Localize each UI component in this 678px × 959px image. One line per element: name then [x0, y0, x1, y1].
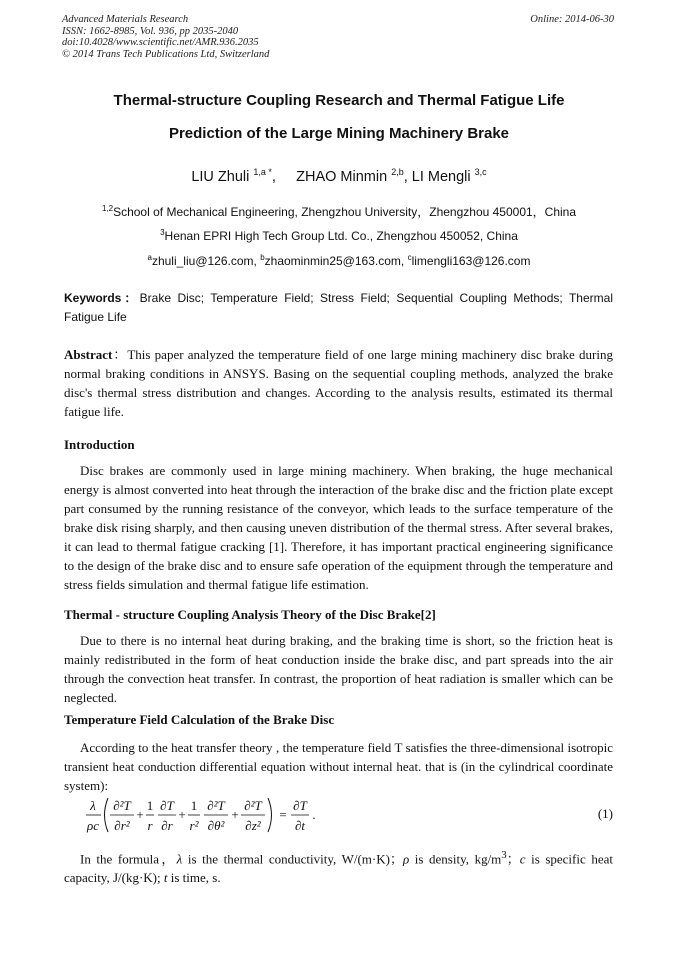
eq-rho-c: ρc	[86, 818, 100, 833]
email-b[interactable]: zhaominmin25@163.com,	[264, 254, 408, 268]
equation-number: (1)	[597, 806, 613, 821]
formula-note-text: In the formula，	[80, 851, 177, 867]
formula-note-text: is density, kg/m	[409, 851, 502, 867]
eq-dtime: ∂t	[294, 818, 306, 833]
coupling-heading: Thermal - structure Coupling Analysis Theory of the Disc Brake[2]	[64, 607, 436, 622]
doi-line[interactable]: doi:10.4028/www.scientific.net/AMR.936.2035	[62, 37, 259, 48]
author-1-sup: 1,a *	[253, 167, 272, 177]
affiliation-1	[40, 203, 638, 220]
formula-note-paragraph	[64, 846, 613, 887]
author-3-sup: 3,c	[474, 167, 487, 177]
author-3: LI Mengli	[411, 168, 471, 185]
author-2-sup: 2,b	[391, 167, 404, 177]
eq-period: .	[312, 807, 316, 822]
coupling-text: Due to there is no internal heat during braking, and the braking time is short, so the friction heat is mainly redistributed in the form of heat conduction inside the brake disc, and part spreads into the air through the convection heat transfer. In contrast, the proportion of heat radiation is smaller which can be neglected.	[64, 633, 613, 705]
eq-one-1: 1	[146, 798, 154, 813]
eq-one-2: 1	[190, 798, 198, 813]
online-date: Online: 2014-06-30	[530, 14, 614, 25]
keywords-label: Keywords：	[64, 291, 140, 305]
var-rho: ρ	[402, 851, 410, 867]
eq-plus-2: +	[178, 807, 186, 822]
issn-line: ISSN: 1662-8985, Vol. 936, pp 2035-2040	[62, 25, 239, 37]
eq-right-paren	[268, 798, 272, 832]
temperature-paragraph	[64, 738, 613, 795]
affiliation-1-sup: 1,2	[101, 204, 114, 213]
formula-note-text: ；	[506, 851, 520, 867]
eq-d2t-2: ∂²T	[207, 798, 225, 813]
var-t: t	[163, 870, 168, 886]
formula-note-text: is time, s.	[167, 870, 221, 886]
unit-exponent: 3	[501, 849, 507, 861]
eq-dz2: ∂z²	[245, 818, 261, 833]
formula-note-text: is the thermal conductivity, W/(m·K)；	[182, 851, 403, 867]
var-lambda: λ	[176, 851, 183, 867]
eq-dt-rhs: ∂T	[293, 798, 307, 813]
journal-name: Advanced Materials Research	[62, 14, 189, 25]
var-c: c	[519, 851, 526, 867]
heat-equation-formula	[86, 794, 326, 838]
heat-equation	[86, 794, 613, 838]
email-a-sup: a	[147, 253, 152, 262]
eq-plus-1: +	[136, 807, 144, 822]
eq-dr2: ∂r²	[114, 818, 130, 833]
eq-d2t-3: ∂²T	[244, 798, 262, 813]
coupling-paragraph	[64, 631, 613, 707]
copyright-line: © 2014 Trans Tech Publications Ltd, Switzerland	[62, 48, 270, 60]
affiliation-2-text: Henan EPRI High Tech Group Ltd. Co., Zhengzhou 450052, China	[164, 229, 518, 243]
eq-dtheta2: ∂θ²	[207, 818, 225, 833]
eq-d2t-1: ∂²T	[113, 798, 131, 813]
formula-note	[64, 846, 613, 887]
eq-r2: r²	[189, 818, 199, 833]
affiliation-1-text: School of Mechanical Engineering, Zhengzhou University，Zhengzhou 450001，China	[113, 205, 577, 219]
abstract-label: Abstract	[64, 347, 113, 362]
keywords-text: Brake Disc; Temperature Field; Stress Field; Sequential Coupling Methods; Thermal Fatigue Life	[64, 291, 613, 324]
author-separator: ,	[403, 168, 408, 185]
eq-r: r	[147, 818, 153, 833]
introduction-text: Disc brakes are commonly used in large mining machinery. When braking, the huge mechanical energy is almost converted into heat through the interaction of the brake disc and the friction plate except part consumed by the running resistance of the conveyor, which leads to the surface temperature of the brake disk rising sharply, and then causing uneven distribution of the thermal stress. After several brakes, it can lead to thermal fatigue cracking [1]. Therefore, it has important practical engineering significance to the design of the brake disc and to ensure safe operation of the equipment through the temperature and stress fields simulation and thermal fatigue life estimation.	[64, 463, 613, 592]
eq-left-paren	[105, 798, 109, 832]
introduction-heading: Introduction	[64, 437, 135, 452]
keywords	[64, 289, 613, 327]
temperature-heading: Temperature Field Calculation of the Brake Disc	[64, 712, 335, 727]
abstract	[64, 345, 613, 421]
affiliation-2	[40, 228, 638, 243]
eq-dr: ∂r	[161, 818, 173, 833]
email-c-sup: c	[407, 253, 412, 262]
paper-title-line-1: Thermal-structure Coupling Research and Thermal Fatigue Life	[113, 92, 565, 109]
email-line	[40, 253, 638, 268]
eq-lambda: λ	[90, 798, 96, 813]
author-separator: ,	[271, 168, 276, 185]
affiliation-2-sup: 3	[160, 228, 165, 237]
email-a[interactable]: zhuli_liu@126.com,	[151, 254, 261, 268]
eq-dt: ∂T	[160, 798, 174, 813]
formula-note-text: is specific heat capacity, J/(kg·K);	[64, 851, 613, 886]
author-list	[40, 167, 638, 185]
email-c[interactable]: limengli163@126.com	[411, 254, 531, 268]
abstract-text: ：This paper analyzed the temperature field of one large mining machinery disc brake during normal braking conditions in ANSYS. Basing on the sequential coupling methods, analyzed the brake disc's thermal stress distribution and changes. According to the analysis results, estimated its thermal fatigue life.	[64, 347, 613, 419]
author-2: ZHAO Minmin	[296, 168, 388, 185]
paper-title-line-2: Prediction of the Large Mining Machinery Brake	[168, 125, 510, 142]
eq-plus-3: +	[231, 807, 239, 822]
introduction-paragraph	[64, 461, 613, 594]
eq-equals: =	[279, 807, 287, 822]
email-b-sup: b	[260, 253, 265, 262]
journal-header	[62, 14, 269, 60]
temperature-text: According to the heat transfer theory , the temperature field T satisfies the three-dimensional isotropic transient heat conduction differential equation without internal heat. that is (in the cylindrical coordinate system):	[64, 740, 613, 793]
author-1: LIU Zhuli	[191, 168, 250, 185]
